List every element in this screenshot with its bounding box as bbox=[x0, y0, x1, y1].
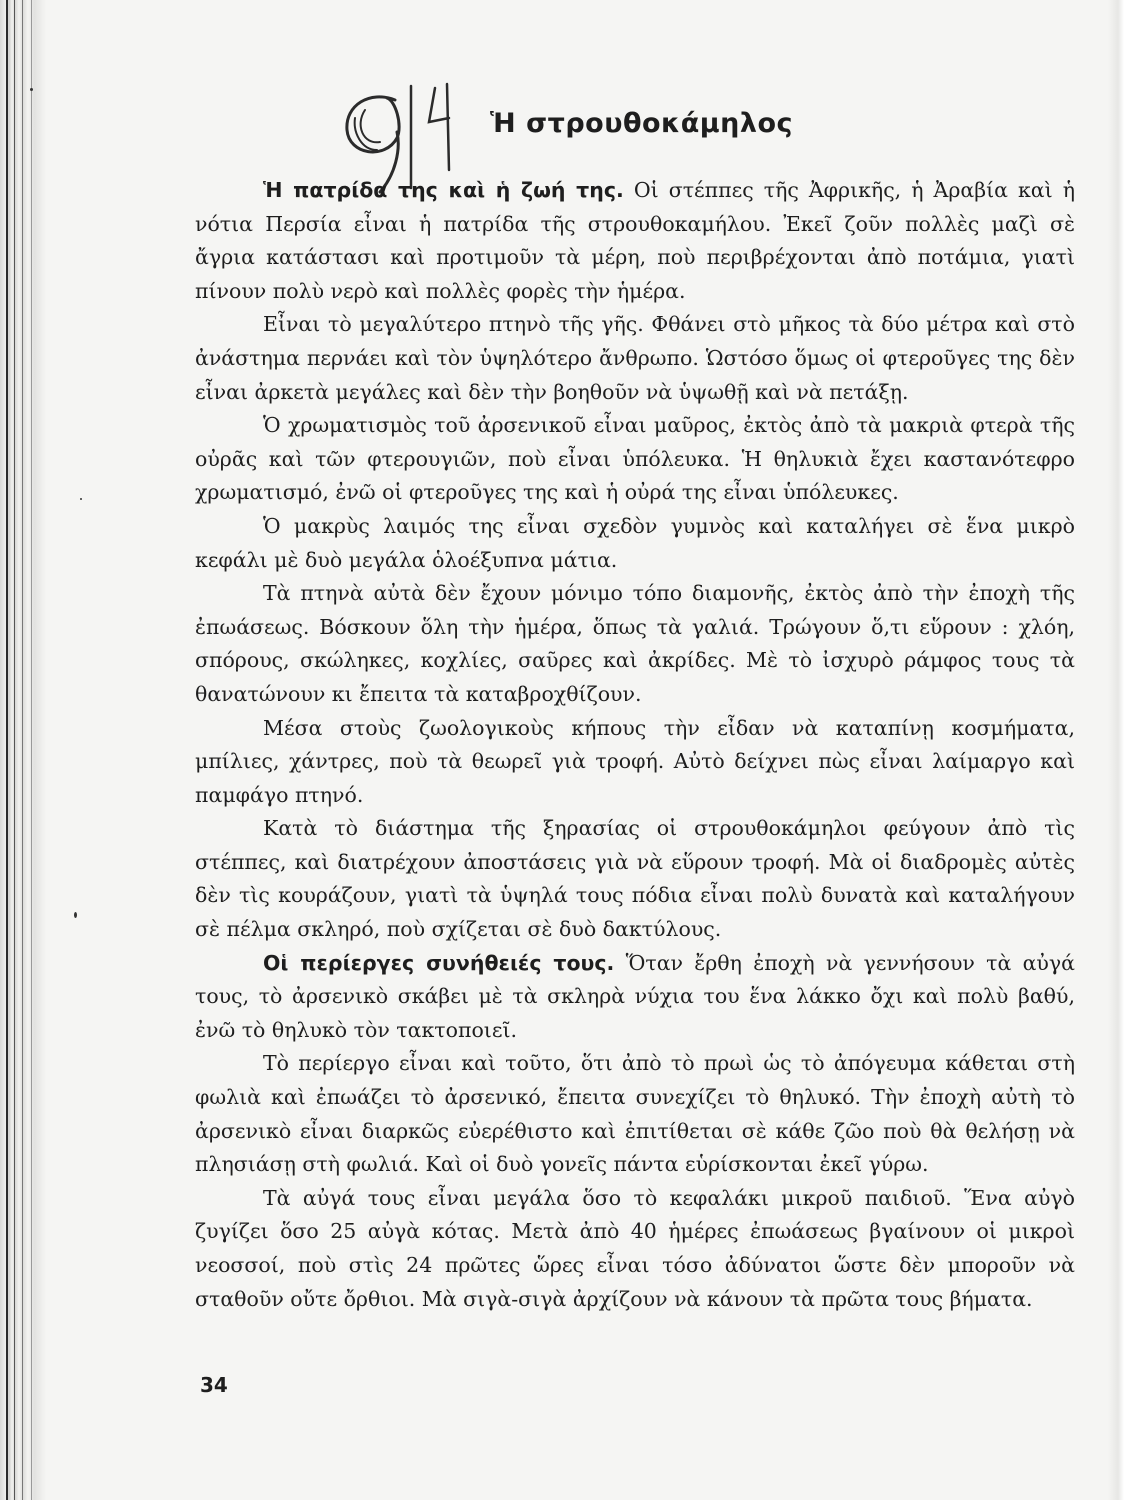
paragraph-text: Εἶναι τὸ μεγαλύτερο πτηνὸ τῆς γῆς. Φθάνει στὸ μῆκος τὰ δύο μέτρα καὶ στὸ ἀνάστημα περνάει καὶ τὸν ὑψηλότερο ἄνθρωπο. Ὡστόσο ὅμως οἱ φτεροῦγες της δὲν εἶναι ἀρκετὰ μεγάλες καὶ δὲν τὴν βοηθοῦν νὰ ὑψωθῇ καὶ νὰ πετάξῃ. bbox=[195, 312, 1075, 404]
paragraph-text: Μέσα στοὺς ζωολογικοὺς κήπους τὴν εἶδαν νὰ καταπίνῃ κοσμήματα, μπίλιες, χάντρες, ποὺ τὰ θεωρεῖ γιὰ τροφή. Αὐτὸ δείχνει πὼς εἶναι λαίμαργο καὶ παμφάγο πτηνό. bbox=[195, 715, 1075, 807]
page-edge-line bbox=[22, 0, 23, 1500]
speck bbox=[80, 498, 82, 500]
paragraph bbox=[195, 947, 1075, 1048]
paragraph-text: Τὸ περίεργο εἶναι καὶ τοῦτο, ὅτι ἀπὸ τὸ πρωὶ ὡς τὸ ἀπόγευμα κάθεται στὴ φωλιὰ καὶ ἐπωάζει τὸ ἀρσενικό, ἔπειτα συνεχίζει τὸ θηλυκό. Τὴν ἐποχὴ αὐτὴ τὸ ἀρσενικὸ εἶναι διαρκῶς εὐερέθιστο καὶ ἐπιτίθεται σὲ κάθε ζῶο ποὺ θὰ θελήσῃ νὰ πλησιάσῃ στὴ φωλιά. Καὶ οἱ δυὸ γονεῖς πάντα εὑρίσκονται ἐκεῖ γύρω. bbox=[195, 1051, 1075, 1177]
paragraph bbox=[195, 409, 1075, 510]
paragraph-text: Τὰ αὐγά τους εἶναι μεγάλα ὅσο τὸ κεφαλάκι μικροῦ παιδιοῦ. Ἕνα αὐγὸ ζυγίζει ὅσο 25 αὐγὰ κότας. Μετὰ ἀπὸ 40 ἡμέρες ἐπωάσεως βγαίνουν οἱ μικροὶ νεοσσοί, ποὺ στὶς 24 πρῶτες ὥρες εἶναι τόσο ἀδύνατοι ὥστε δὲν μποροῦν νὰ σταθοῦν οὔτε ὄρθιοι. Μὰ σιγὰ-σιγὰ ἀρχίζουν νὰ κάνουν τὰ πρῶτα τους βήματα. bbox=[195, 1185, 1075, 1311]
section-heading: Ἡ πατρίδα της καὶ ἡ ζωή της. bbox=[263, 178, 624, 202]
paragraph bbox=[195, 174, 1075, 308]
paragraph-text: Κατὰ τὸ διάστημα τῆς ξηρασίας οἱ στρουθοκάμηλοι φεύγουν ἀπὸ τὶς στέππες, καὶ διατρέχουν ἀποστάσεις γιὰ νὰ εὕρουν τροφή. Μὰ οἱ διαδρομὲς αὐτὲς δὲν τὶς κουράζουν, γιατὶ τὰ ὑψηλά τους πόδια εἶναι πολὺ δυνατὰ καὶ καταλήγουν σὲ πέλμα σκληρό, ποὺ σχίζεται σὲ δυὸ δακτύλους. bbox=[195, 816, 1075, 942]
paragraph bbox=[195, 712, 1075, 813]
paragraph bbox=[195, 510, 1075, 577]
page-right-edge bbox=[1108, 0, 1124, 1500]
page-edge-line bbox=[6, 0, 8, 1500]
paragraph-text: Ὁ χρωματισμὸς τοῦ ἀρσενικοῦ εἶναι μαῦρος, ἐκτὸς ἀπὸ τὰ μακριὰ φτερὰ τῆς οὐρᾶς καὶ τῶν φτερουγιῶν, ποὺ εἶναι ὑπόλευκα. Ἡ θηλυκιὰ ἔχει καστανότεφρο χρωματισμό, ἐνῶ οἱ φτεροῦγες της καὶ ἡ οὐρά της εἶναι ὑπόλευκες. bbox=[195, 413, 1075, 505]
body-text bbox=[195, 174, 1075, 1316]
page-stack-edge bbox=[0, 0, 46, 1500]
page-edge-line bbox=[31, 0, 32, 1500]
speck bbox=[74, 912, 77, 918]
page-number: 34 bbox=[200, 1373, 228, 1397]
paragraph bbox=[195, 1182, 1075, 1316]
page-title: Ἡ στρουθοκάμηλος bbox=[490, 108, 794, 139]
paragraph bbox=[195, 812, 1075, 946]
paragraph bbox=[195, 577, 1075, 711]
page-edge-line bbox=[14, 0, 15, 1500]
paragraph-text: Ὅταν ἔρθη ἐποχὴ νὰ γεννήσουν τὰ αὐγά τους, τὸ ἀρσενικὸ σκάβει μὲ τὰ σκληρὰ νύχια του ἕνα λάκκο ὄχι καὶ πολὺ βαθύ, ἐνῶ τὸ θηλυκὸ τὸν τακτοποιεῖ. bbox=[195, 950, 1075, 1042]
paragraph-text: Οἱ στέππες τῆς Ἀφρικῆς, ἡ Ἀραβία καὶ ἡ νότια Περσία εἶναι ἡ πατρίδα τῆς στρουθοκαμήλου. Ἐκεῖ ζοῦν πολλὲς μαζὶ σὲ ἄγρια κατάστασι καὶ προτιμοῦν τὰ μέρη, ποὺ περιβρέχονται ἀπὸ ποτάμια, γιατὶ πίνουν πολὺ νερὸ καὶ πολλὲς φορὲς τὴν ἡμέρα. bbox=[195, 178, 1075, 303]
paragraph-text: Ὁ μακρὺς λαιμός της εἶναι σχεδὸν γυμνὸς καὶ καταλήγει σὲ ἕνα μικρὸ κεφάλι μὲ δυὸ μεγάλα ὁλοέξυπνα μάτια. bbox=[195, 513, 1075, 572]
section-heading: Οἱ περίεργες συνήθειές τους. bbox=[263, 950, 615, 975]
paragraph bbox=[195, 1047, 1075, 1181]
speck bbox=[30, 88, 33, 91]
paragraph-text: Τὰ πτηνὰ αὐτὰ δὲν ἔχουν μόνιμο τόπο διαμονῆς, ἐκτὸς ἀπὸ τὴν ἐποχὴ τῆς ἐπωάσεως. Βόσκουν ὅλη τὴν ἡμέρα, ὅπως τὰ γαλιά. Τρώγουν ὅ,τι εὕρουν : χλόη, σπόρους, σκώληκες, κοχλίες, σαῦρες καὶ ἀκρίδες. Μὲ τὸ ἰσχυρὸ ράμφος τους τὰ θανατώνουν κι ἔπειτα τὰ καταβροχθίζουν. bbox=[195, 581, 1075, 706]
paragraph bbox=[195, 308, 1075, 409]
